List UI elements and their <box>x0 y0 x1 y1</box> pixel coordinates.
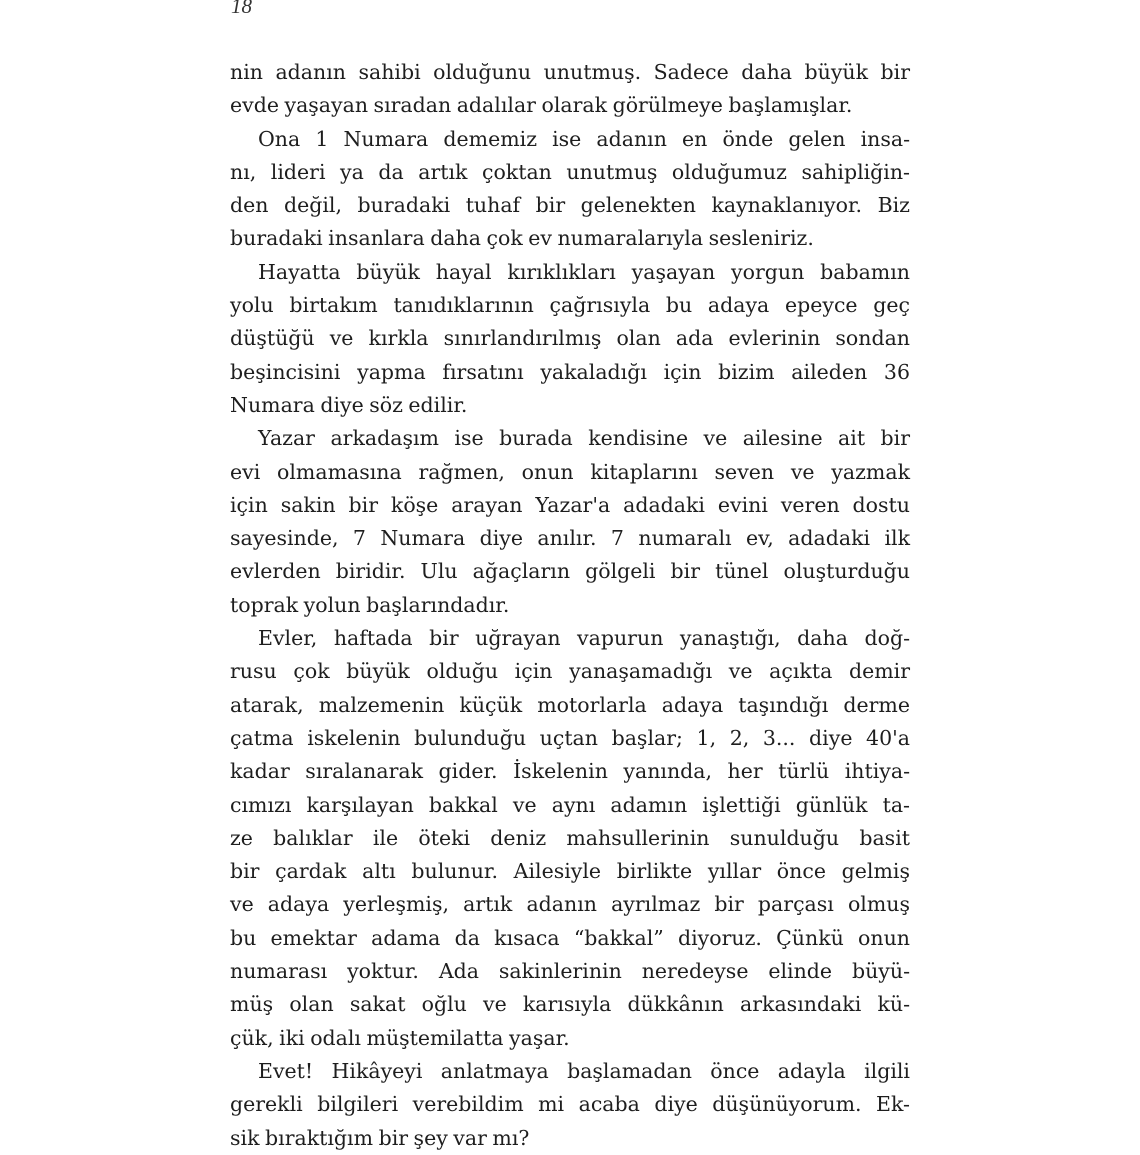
text-line: evlerden biridir. Ulu ağaçların gölgeli bir tünel oluşturduğu <box>230 559 910 584</box>
text-line: Yazar arkadaşım ise burada kendisine ve ailesine ait bir <box>258 426 910 451</box>
text-line: toprak yolun başlarındadır. <box>230 592 510 617</box>
text-line: gerekli bilgileri verebildim mi acaba diye düşünüyorum. Ek- <box>230 1092 910 1117</box>
body-text <box>230 56 910 1155</box>
text-line: buradaki insanlara daha çok ev numaralarıyla sesleniriz. <box>230 226 814 251</box>
text-line: çatma iskelenin bulunduğu uçtan başlar; 1, 2, 3... diye 40'a <box>230 725 910 750</box>
text-line: bir çardak altı bulunur. Ailesiyle birlikte yıllar önce gelmiş <box>230 859 910 884</box>
text-line: atarak, malzemenin küçük motorlarla adaya taşındığı derme <box>230 692 910 717</box>
text-line: çük, iki odalı müştemilatta yaşar. <box>230 1025 570 1050</box>
text-line: yolu birtakım tanıdıklarının çağrısıyla bu adaya epeyce geç <box>230 293 910 318</box>
text-line: evi olmamasına rağmen, onun kitaplarını seven ve yazmak <box>230 459 910 484</box>
text-line: Evler, haftada bir uğrayan vapurun yanaştığı, daha doğ- <box>258 626 910 651</box>
text-line: ve adaya yerleşmiş, artık adanın ayrılmaz bir parçası olmuş <box>230 892 910 917</box>
text-line: beşincisini yapma fırsatını yakaladığı için bizim aileden 36 <box>230 359 910 384</box>
text-line: bu emektar adama da kısaca “bakkal” diyoruz. Çünkü onun <box>230 925 910 950</box>
text-line: nin adanın sahibi olduğunu unutmuş. Sadece daha büyük bir <box>230 60 910 84</box>
text-line: sayesinde, 7 Numara diye anılır. 7 numaralı ev, adadaki ilk <box>230 526 910 551</box>
text-line: cımızı karşılayan bakkal ve aynı adamın işlettiği günlük ta- <box>230 792 910 817</box>
text-line: Hayatta büyük hayal kırıklıkları yaşayan yorgun babamın <box>258 259 910 284</box>
text-line: ze balıklar ile öteki deniz mahsullerinin sunulduğu basit <box>230 825 910 850</box>
text-line: sik bıraktığım bir şey var mı? <box>230 1125 530 1150</box>
page-number: 18 <box>231 0 252 18</box>
text-line: düştüğü ve kırkla sınırlandırılmış olan ada evlerinin sondan <box>230 326 910 351</box>
text-line: Evet! Hikâyeyi anlatmaya başlamadan önce adayla ilgili <box>258 1058 910 1083</box>
text-line: nı, lideri ya da artık çoktan unutmuş olduğumuz sahipliğin- <box>230 159 910 184</box>
text-line: rusu çok büyük olduğu için yanaşamadığı ve açıkta demir <box>230 659 910 684</box>
text-line: den değil, buradaki tuhaf bir gelenekten kaynaklanıyor. Biz <box>230 193 910 218</box>
text-line: müş olan sakat oğlu ve karısıyla dükkânın arkasındaki kü- <box>230 992 910 1017</box>
text-line: evde yaşayan sıradan adalılar olarak görülmeye başlamışlar. <box>230 93 853 118</box>
text-line: numarası yoktur. Ada sakinlerinin neredeyse elinde büyü- <box>230 959 910 984</box>
text-line: Ona 1 Numara dememiz ise adanın en önde gelen insa- <box>258 126 910 151</box>
text-line: için sakin bir köşe arayan Yazar'a adadaki evini veren dostu <box>230 492 910 517</box>
text-line: Numara diye söz edilir. <box>230 392 468 417</box>
text-line: kadar sıralanarak gider. İskelenin yanında, her türlü ihtiya- <box>230 759 910 784</box>
